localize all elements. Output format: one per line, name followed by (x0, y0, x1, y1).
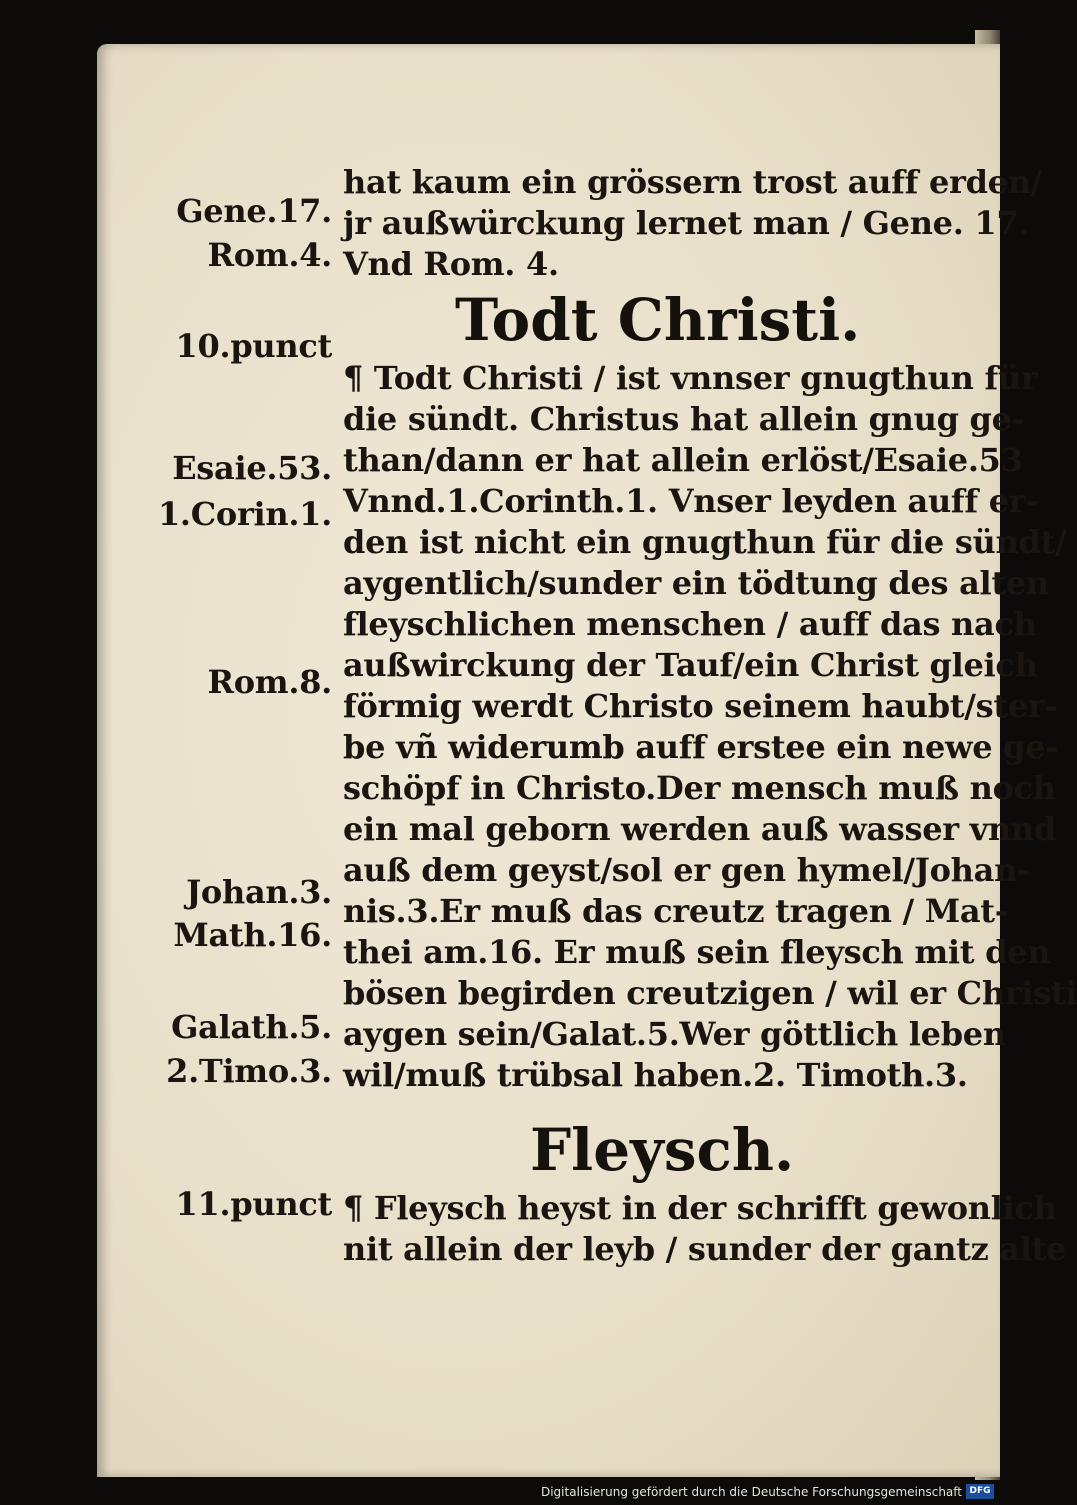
text-line: ein mal geborn werden auß wasser vnnd (343, 810, 1056, 848)
margin-note: 1.Corin.1. (157, 495, 332, 533)
margin-note: 10.punct (175, 327, 332, 365)
section-heading: Fleysch. (530, 1116, 795, 1184)
text-line: außwirckung der Tauf/ein Christ gleich (343, 646, 1038, 684)
margin-note: Rom.8. (207, 663, 332, 701)
text-line: thei am.16. Er muß sein fleysch mit den (343, 933, 1051, 971)
text-line: nis.3.Er muß das creutz tragen / Mat- (343, 892, 1008, 930)
text-line: bösen begirden creutzigen / wil er Christi (343, 974, 1077, 1012)
text-line: aygentlich/sunder ein tödtung des alten (343, 564, 1049, 602)
text-line: aygen sein/Galat.5.Wer göttlich leben (343, 1015, 1006, 1053)
text-line: nit allein der leyb / sunder der gantz alte (343, 1230, 1067, 1268)
text-line: be vñ widerumb auff erstee ein newe ge- (343, 728, 1059, 766)
margin-note: 2.Timo.3. (166, 1052, 332, 1090)
section-heading: Todt Christi. (455, 286, 861, 354)
text-line: schöpf in Christo.Der mensch muß noch (343, 769, 1056, 807)
text-line: ¶ Fleysch heyst in der schrifft gewonlich (343, 1189, 1057, 1227)
text-line: than/dann er hat allein erlöst/Esaie.53 (343, 441, 1023, 479)
dfg-logo: DFG (966, 1484, 994, 1499)
text-line: auß dem geyst/sol er gen hymel/Johan- (343, 851, 1031, 889)
text-line: förmig werdt Christo seinem haubt/ster- (343, 687, 1058, 725)
text-line: hat kaum ein grössern trost auff erden/ (343, 163, 1043, 201)
margin-note: Johan.3. (186, 873, 332, 911)
text-line: Vnd Rom. 4. (343, 245, 559, 283)
margin-note: Esaie.53. (172, 449, 332, 487)
text-line: Vnnd.1.Corinth.1. Vnser leyden auff er- (343, 482, 1039, 520)
text-line: den ist nicht ein gnugthun für die sündt/ (343, 523, 1067, 561)
margin-note: Galath.5. (171, 1008, 332, 1046)
text-line: jr außwürckung lernet man / Gene. 17. (343, 204, 1030, 242)
digitization-credit: Digitalisierung gefördert durch die Deutsche Forschungsgemeinschaft (540, 1485, 962, 1499)
text-line: die sündt. Christus hat allein gnug ge- (343, 400, 1025, 438)
margin-note: 11.punct (175, 1185, 332, 1223)
margin-note: Rom.4. (207, 236, 332, 274)
text-line: wil/muß trübsal haben.2. Timoth.3. (343, 1056, 968, 1094)
text-line: ¶ Todt Christi / ist vnnser gnugthun für (343, 359, 1038, 397)
margin-note: Math.16. (173, 916, 332, 954)
margin-note: Gene.17. (176, 192, 332, 230)
text-line: fleyschlichen menschen / auff das nach (343, 605, 1037, 643)
